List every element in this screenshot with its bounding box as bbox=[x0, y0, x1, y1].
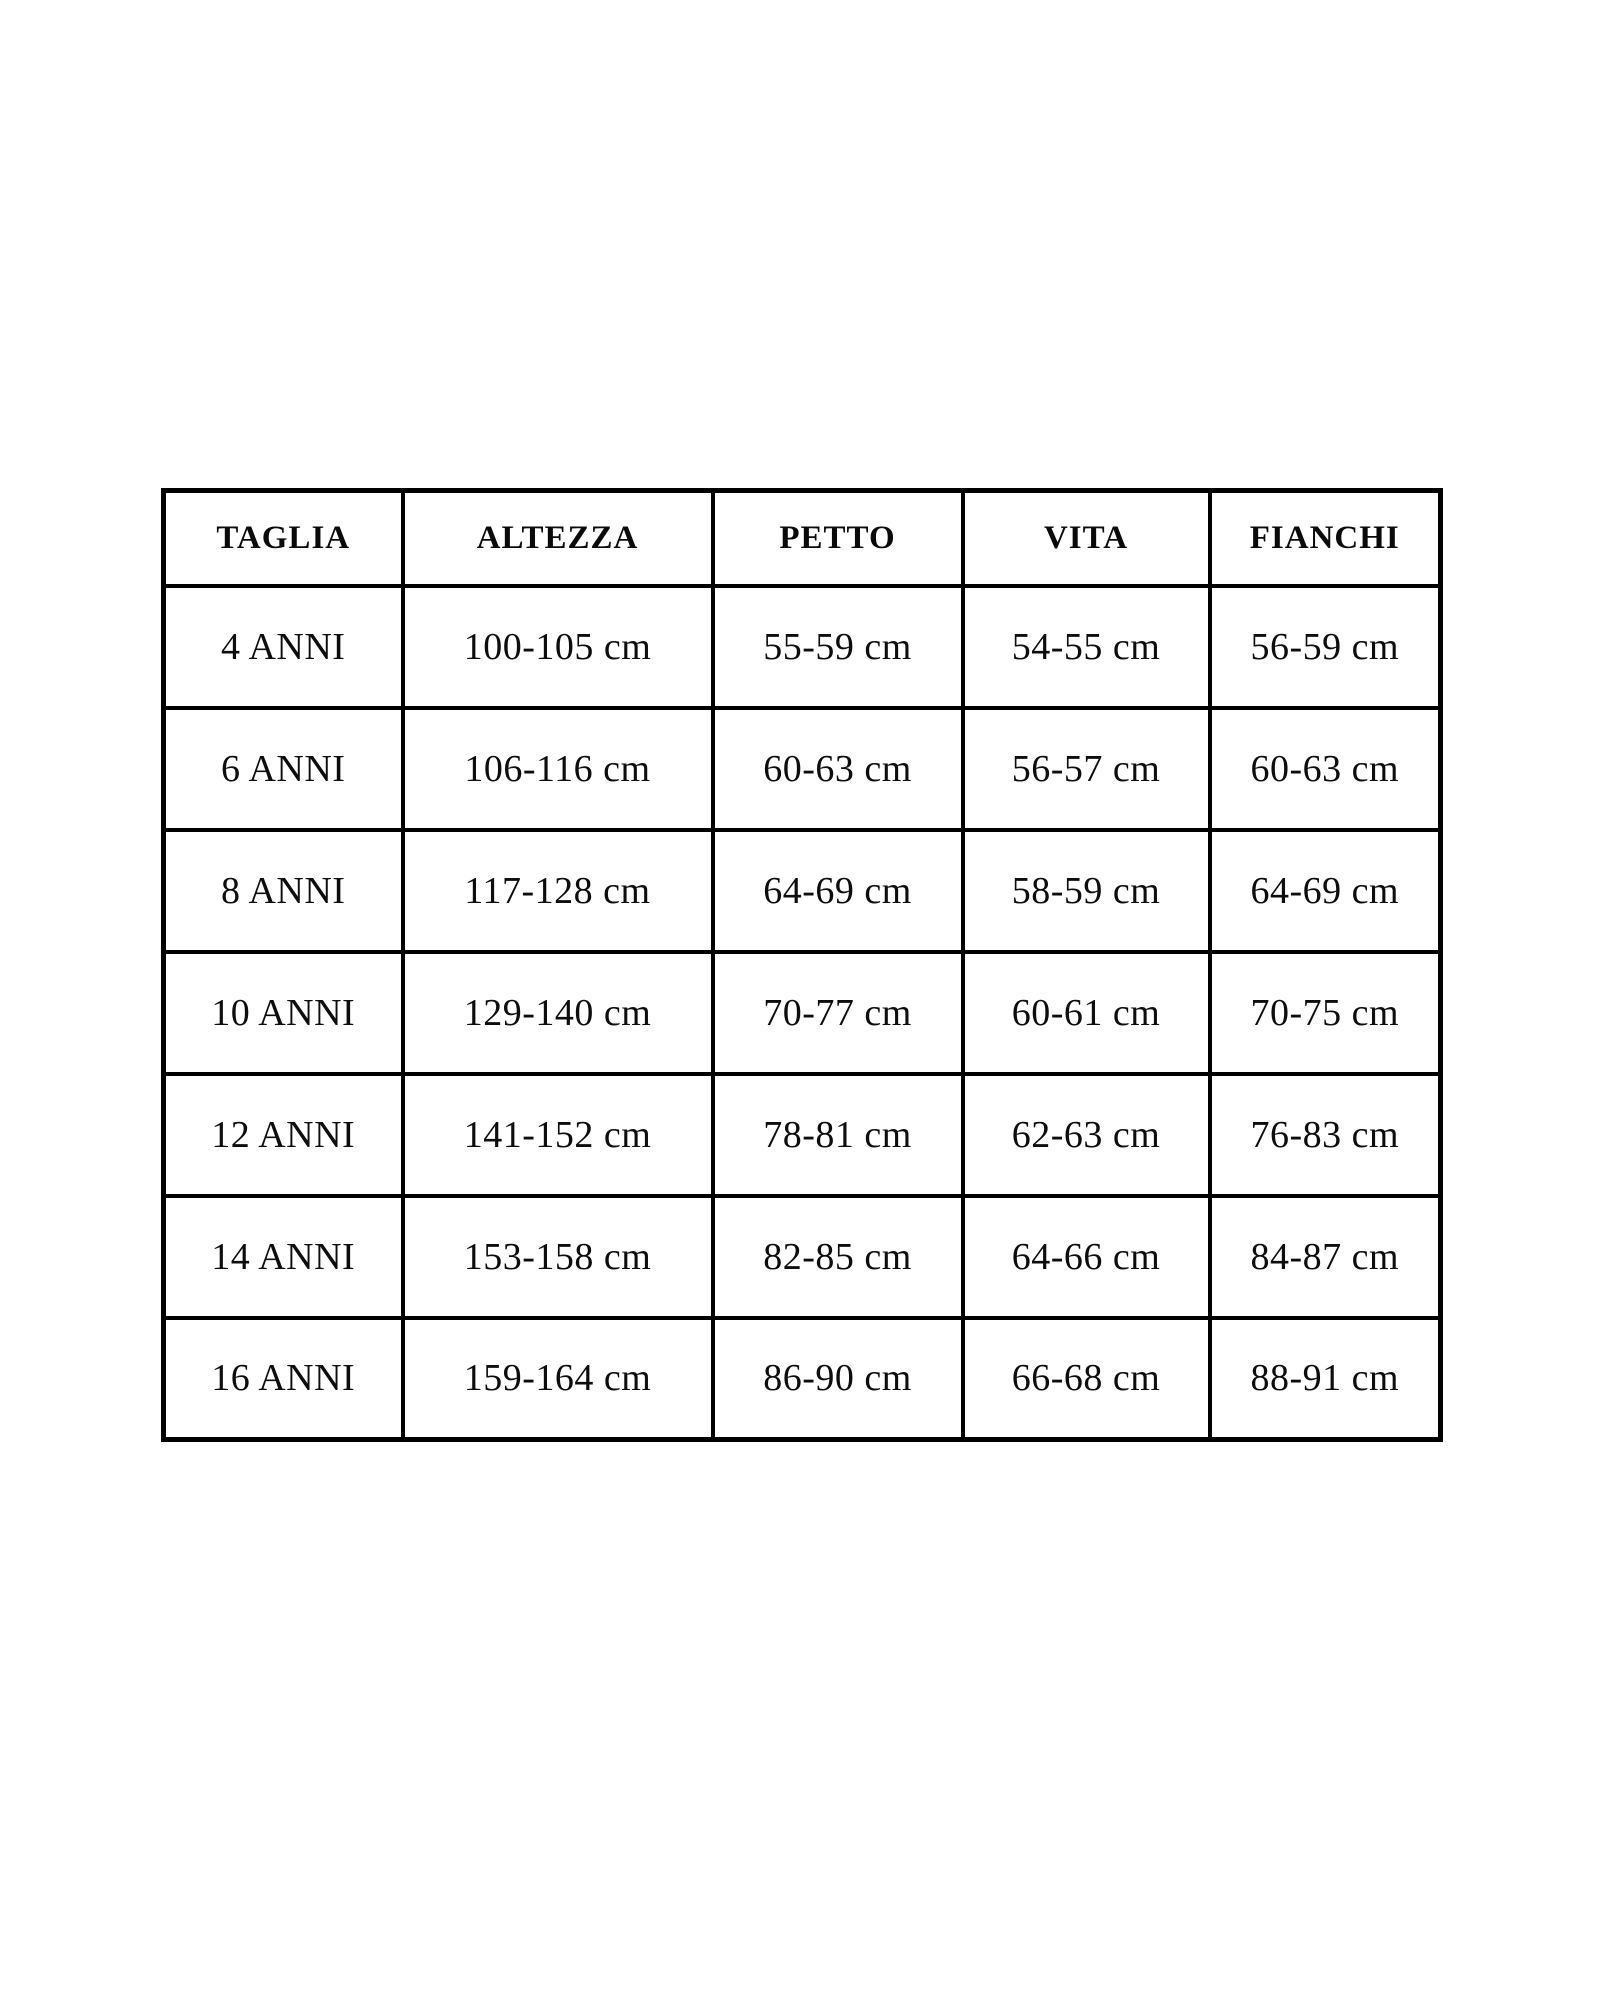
hips-cell: 70-75 cm bbox=[1210, 952, 1441, 1074]
hips-cell: 84-87 cm bbox=[1210, 1196, 1441, 1318]
table-row bbox=[164, 952, 1441, 1074]
size-cell: 16 ANNI bbox=[164, 1318, 403, 1440]
hips-cell: 88-91 cm bbox=[1210, 1318, 1441, 1440]
hips-cell: 60-63 cm bbox=[1210, 708, 1441, 830]
height-cell: 100-105 cm bbox=[403, 586, 713, 708]
chest-cell: 55-59 cm bbox=[713, 586, 963, 708]
height-cell: 129-140 cm bbox=[403, 952, 713, 1074]
waist-cell: 64-66 cm bbox=[963, 1196, 1210, 1318]
chest-cell: 70-77 cm bbox=[713, 952, 963, 1074]
chest-cell: 86-90 cm bbox=[713, 1318, 963, 1440]
size-chart-table bbox=[161, 488, 1443, 1442]
table-row bbox=[164, 1074, 1441, 1196]
hips-cell: 76-83 cm bbox=[1210, 1074, 1441, 1196]
size-cell: 4 ANNI bbox=[164, 586, 403, 708]
column-header-petto: PETTO bbox=[713, 491, 963, 586]
waist-cell: 58-59 cm bbox=[963, 830, 1210, 952]
waist-cell: 60-61 cm bbox=[963, 952, 1210, 1074]
waist-cell: 56-57 cm bbox=[963, 708, 1210, 830]
table-row bbox=[164, 1196, 1441, 1318]
table-row bbox=[164, 586, 1441, 708]
column-header-vita: VITA bbox=[963, 491, 1210, 586]
size-cell: 12 ANNI bbox=[164, 1074, 403, 1196]
chest-cell: 82-85 cm bbox=[713, 1196, 963, 1318]
table-row bbox=[164, 830, 1441, 952]
height-cell: 159-164 cm bbox=[403, 1318, 713, 1440]
height-cell: 153-158 cm bbox=[403, 1196, 713, 1318]
header-row bbox=[164, 491, 1441, 586]
chest-cell: 64-69 cm bbox=[713, 830, 963, 952]
height-cell: 106-116 cm bbox=[403, 708, 713, 830]
chest-cell: 78-81 cm bbox=[713, 1074, 963, 1196]
size-cell: 6 ANNI bbox=[164, 708, 403, 830]
table-row bbox=[164, 1318, 1441, 1440]
size-cell: 8 ANNI bbox=[164, 830, 403, 952]
waist-cell: 62-63 cm bbox=[963, 1074, 1210, 1196]
hips-cell: 56-59 cm bbox=[1210, 586, 1441, 708]
column-header-fianchi: FIANCHI bbox=[1210, 491, 1441, 586]
column-header-altezza: ALTEZZA bbox=[403, 491, 713, 586]
column-header-taglia: TAGLIA bbox=[164, 491, 403, 586]
waist-cell: 54-55 cm bbox=[963, 586, 1210, 708]
table-row bbox=[164, 708, 1441, 830]
height-cell: 117-128 cm bbox=[403, 830, 713, 952]
size-cell: 14 ANNI bbox=[164, 1196, 403, 1318]
height-cell: 141-152 cm bbox=[403, 1074, 713, 1196]
chest-cell: 60-63 cm bbox=[713, 708, 963, 830]
size-cell: 10 ANNI bbox=[164, 952, 403, 1074]
hips-cell: 64-69 cm bbox=[1210, 830, 1441, 952]
waist-cell: 66-68 cm bbox=[963, 1318, 1210, 1440]
